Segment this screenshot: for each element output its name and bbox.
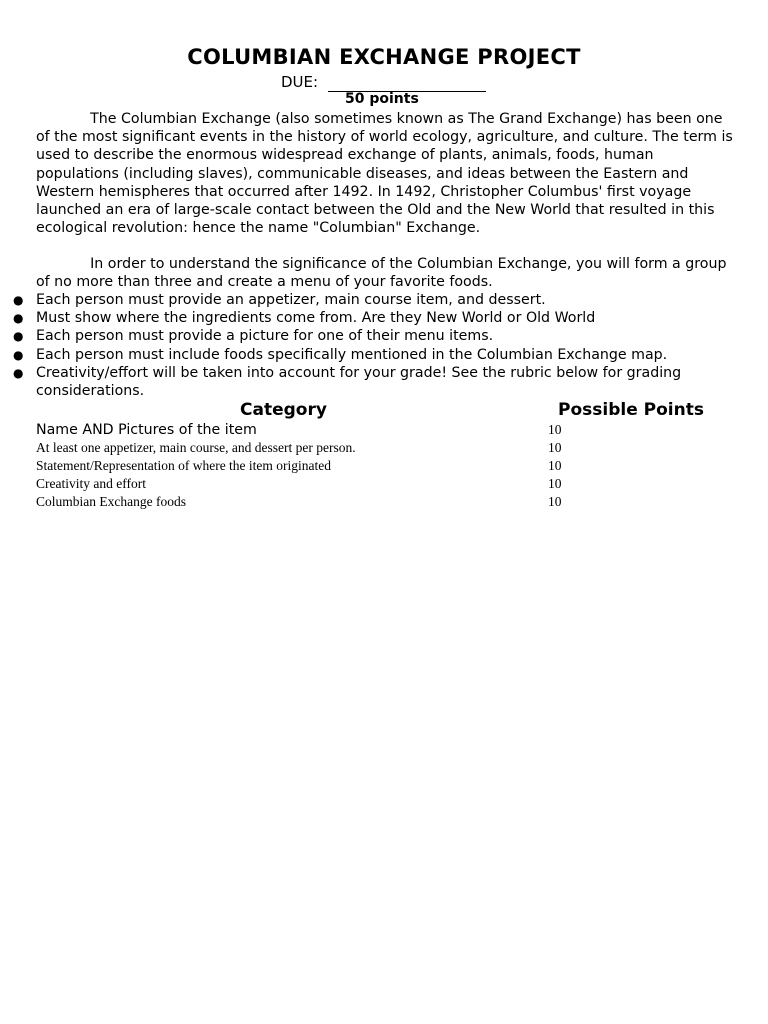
list-item [0, 364, 736, 400]
list-item [0, 309, 736, 327]
rubric-item-points: 10 [548, 476, 562, 491]
table-row [36, 458, 596, 476]
table-row [36, 494, 596, 512]
bullet-icon: ● [13, 329, 24, 344]
rubric-item-name: Columbian Exchange foods [36, 494, 186, 509]
list-item [0, 346, 736, 364]
total-points: 50 points [345, 91, 419, 107]
list-item-text: Each person must include foods specifically mentioned in the Columbian Exchange map. [36, 346, 668, 363]
table-row [36, 476, 596, 494]
list-item [0, 291, 736, 309]
document-title: COLUMBIAN EXCHANGE PROJECT [187, 45, 581, 69]
rubric-item-points: 10 [548, 422, 562, 437]
list-item-text: Creativity/effort will be taken into account for your grade! See the rubric below for grading considerations. [36, 364, 682, 400]
rubric-item-name: Statement/Representation of where the item originated [36, 458, 332, 473]
list-item-text: Must show where the ingredients come from. Are they New World or Old World [36, 310, 596, 327]
bullet-icon: ● [13, 347, 24, 362]
instructions-paragraph: In order to understand the significance of the Columbian Exchange, you will form a group of no more than three and create a menu of your favorite foods. [36, 256, 731, 291]
intro-paragraph: The Columbian Exchange (also sometimes known as The Grand Exchange) has been one of the most significant events in the history of world ecology, agriculture, and culture. The term is used to describe the enormous widespread exchange of plants, animals, foods, human populations (including slaves), communicable diseases, and ideas between the Eastern and Western hemispheres that occurred after 1492. In 1492, Christopher Columbus' first voyage launched an era of large-scale contact between the Old and the New World that resulted in this ecological revolution: hence the name "Columbian" Exchange. [36, 111, 738, 237]
bullet-icon: ● [13, 365, 24, 380]
rubric-item-points: 10 [548, 494, 562, 509]
table-row [36, 440, 596, 458]
rubric-category-header: Category [240, 400, 327, 420]
requirements-list [0, 291, 768, 400]
bullet-icon: ● [13, 311, 24, 326]
list-item-text: Each person must provide an appetizer, main course item, and dessert. [36, 292, 546, 308]
rubric-item-name: At least one appetizer, main course, and dessert per person. [36, 440, 356, 455]
list-item-text: Each person must provide a picture for one of their menu items. [36, 328, 494, 345]
bullet-icon: ● [13, 293, 24, 307]
rubric-points-header: Possible Points [558, 400, 704, 420]
rubric-item-name: Name AND Pictures of the item [36, 422, 257, 438]
rubric-item-points: 10 [548, 440, 562, 455]
list-item [0, 327, 736, 345]
table-row [36, 422, 596, 440]
rubric-item-name: Creativity and effort [36, 476, 146, 491]
due-label: DUE: [281, 73, 319, 91]
rubric-item-points: 10 [548, 458, 562, 473]
